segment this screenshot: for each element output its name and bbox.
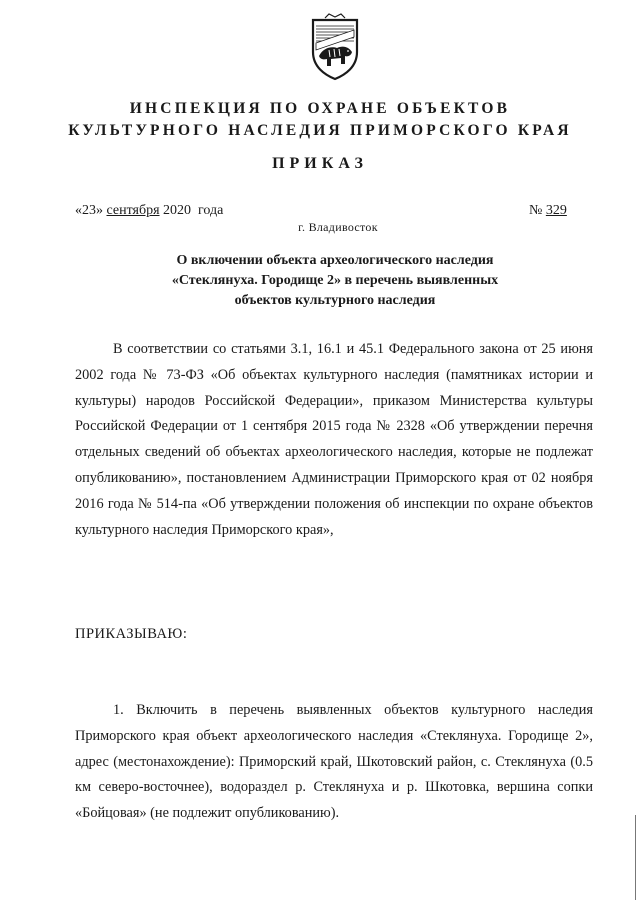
order-item-1: 1. Включить в перечень выявленных объектов культурного наследия Приморского края объект археологического наследия «Стеклянуха. Городище 2», адрес (местонахождение): Приморский край, Шкотовский район, с. Стеклянуха (0.5 км северо-восточнее), водораздел р. Стеклянуха и р. Шкотовка, вершина сопки «Бойцовая» (не подлежит опубликованию).: [75, 702, 593, 822]
document-number: [529, 203, 567, 219]
order-keyword: ПРИКАЗЫВАЮ:: [75, 626, 188, 642]
date-day: «23»: [75, 203, 103, 218]
subject-line1: О включении объекта археологического наследия: [176, 253, 494, 268]
date-month: сентября: [106, 203, 160, 218]
document-subject: [0, 251, 640, 311]
organization-name-line1: ИНСПЕКЦИЯ ПО ОХРАНЕ ОБЪЕКТОВ: [129, 100, 511, 117]
number-sign: №: [529, 203, 543, 218]
preamble-paragraph: В соответствии со статьями 3.1, 16.1 и 45.1 Федерального закона от 25 июня 2002 года № 73-ФЗ «Об объектах культурного наследия (памятниках истории и культуры) народов Российской Федерации», приказом Министерства культуры Российской Федерации от 1 сентября 2015 года № 2328 «Об утверждении перечня отдельных сведений об объектах археологического наследия, которые не подлежат опубликованию», постановлением Администрации Приморского края от 02 ноября 2016 года № 514-па «Об утверждении положения об инспекции по охране объектов культурного наследия Приморского края»,: [75, 341, 593, 538]
date-year: 2020: [163, 203, 192, 218]
document-date: [75, 203, 223, 219]
scan-edge-line: [635, 815, 636, 900]
subject-line3: объектов культурного наследия: [234, 293, 436, 308]
document-type-title: ПРИКАЗ: [272, 155, 368, 172]
subject-line2: «Стеклянуха. Городище 2» в перечень выявленных: [171, 273, 499, 288]
document-city: г. Владивосток: [298, 220, 378, 234]
number-value: 329: [545, 203, 567, 218]
coat-of-arms-icon: [307, 12, 363, 82]
date-year-word: года: [198, 203, 224, 218]
organization-name-line2: КУЛЬТУРНОГО НАСЛЕДИЯ ПРИМОРСКОГО КРАЯ: [68, 122, 572, 139]
